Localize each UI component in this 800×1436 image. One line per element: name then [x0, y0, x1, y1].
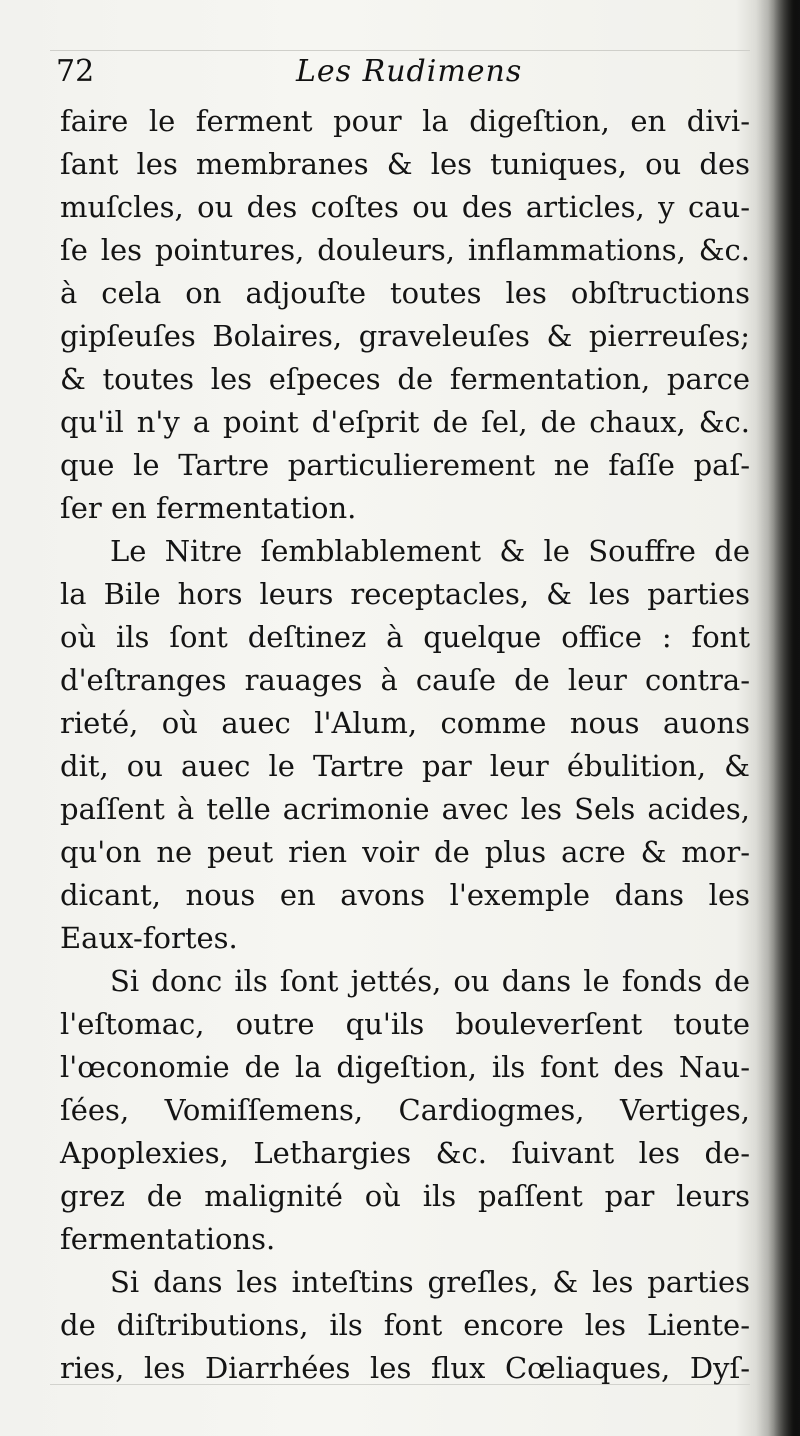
text-line: qu'il n'y a point d'eſprit de ſel, de chaux, &c.: [60, 405, 750, 439]
body-text: [60, 100, 750, 1390]
text-line: ſe les pointures, douleurs, inflammations, &c.: [60, 233, 750, 267]
text-line: dit, ou auec le Tartre par leur ébulition, &: [60, 749, 750, 783]
text-line: où ils ſont deſtinez à quelque office : font: [60, 620, 750, 654]
text-line: l'œconomie de la digeſtion, ils font des Nau-: [60, 1050, 750, 1084]
text-line: Apoplexies, Lethargies &c. ſuivant les de-: [60, 1136, 750, 1170]
text-line: & toutes les eſpeces de fermentation, parce: [60, 362, 750, 396]
text-line: Si donc ils ſont jettés, ou dans le fonds de: [110, 964, 750, 998]
text-line: ries, les Diarrhées les flux Cœliaques, Dyſ-: [60, 1351, 750, 1385]
text-line: fermentations.: [60, 1222, 276, 1256]
text-line: la Bile hors leurs receptacles, & les parties: [60, 577, 750, 611]
text-line: faire le ferment pour la digeſtion, en divi-: [60, 104, 750, 138]
text-line: d'eſtranges rauages à cauſe de leur contra-: [60, 663, 750, 697]
text-line: ſant les membranes & les tuniques, ou des: [60, 147, 750, 181]
page-number: 72: [56, 54, 95, 89]
text-line: rieté, où auec l'Alum, comme nous auons: [60, 706, 750, 740]
text-line: à cela on adjouſte toutes les obſtructions: [60, 276, 750, 310]
text-line: Le Nitre ſemblablement & le Souffre de: [110, 534, 750, 568]
top-rule: [50, 50, 750, 51]
text-line: Si dans les inteſtins greſles, & les parties: [110, 1265, 750, 1299]
text-line: qu'on ne peut rien voir de plus acre & mor-: [60, 835, 750, 869]
text-line: paſſent à telle acrimonie avec les Sels acides,: [60, 792, 750, 826]
page-edge-shadow: [756, 0, 800, 1436]
text-line: ſées, Vomiſſemens, Cardiogmes, Vertiges,: [60, 1093, 750, 1127]
text-line: grez de malignité où ils paſſent par leurs: [60, 1179, 750, 1213]
text-line: dicant, nous en avons l'exemple dans les: [60, 878, 750, 912]
text-line: l'eſtomac, outre qu'ils bouleverſent toute: [60, 1007, 750, 1041]
text-line: que le Tartre particulierement ne faſſe paſ-: [60, 448, 750, 482]
text-line: muſcles, ou des coſtes ou des articles, y cau-: [60, 190, 750, 224]
text-line: gipſeuſes Bolaires, graveleuſes & pierreuſes;: [60, 319, 750, 353]
text-line: ſer en fermentation.: [60, 491, 357, 525]
running-head: Les Rudimens: [296, 54, 523, 89]
text-line: de diſtributions, ils font encore les Liente-: [60, 1308, 750, 1342]
text-line: Eaux-fortes.: [60, 921, 238, 955]
